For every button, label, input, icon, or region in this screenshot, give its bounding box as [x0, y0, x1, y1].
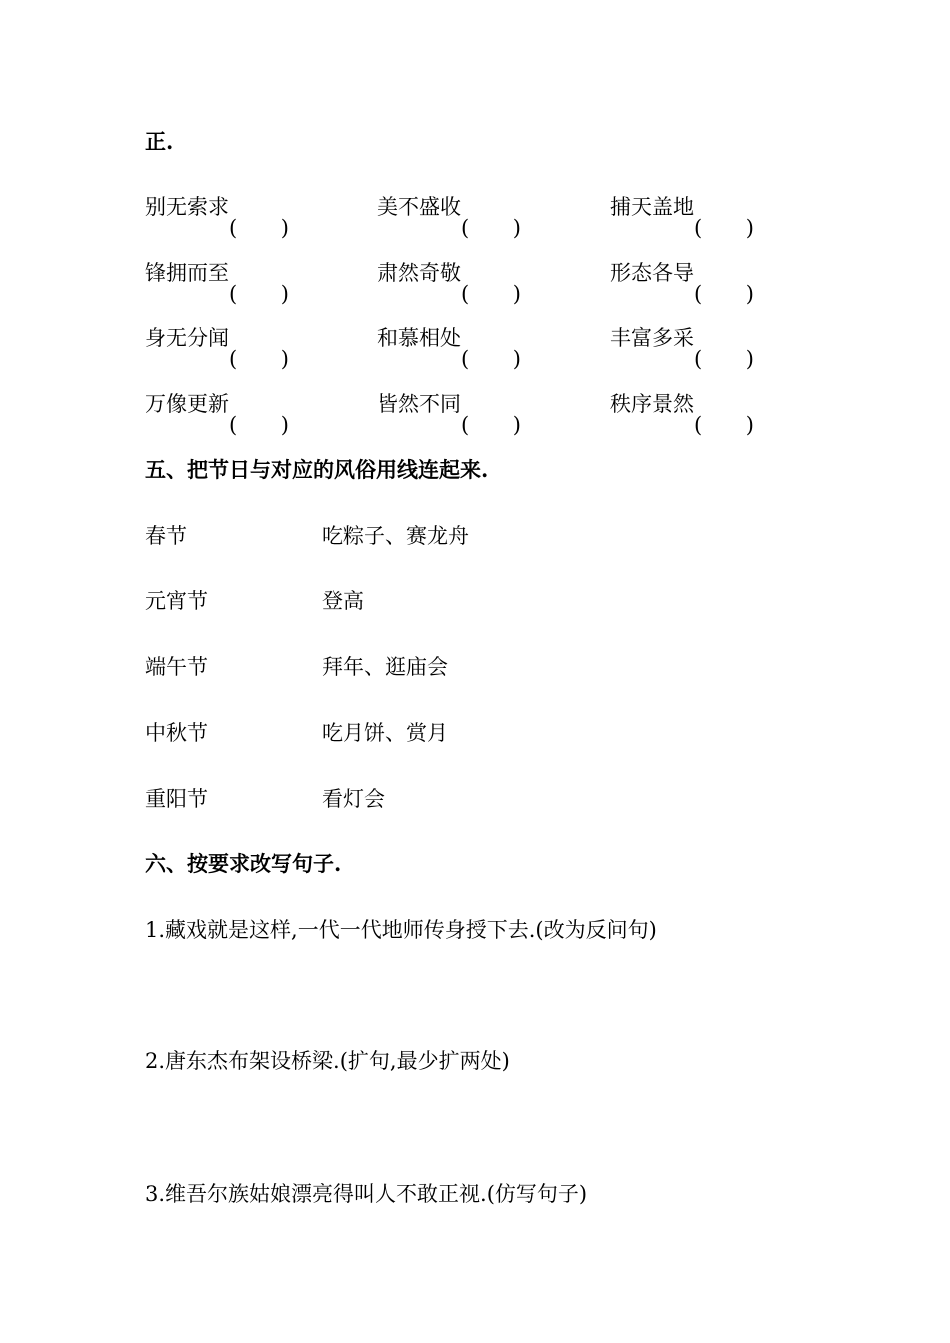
idiom-text: 秩序景然 [610, 392, 694, 416]
idiom-text: 肃然奇敬 [377, 261, 461, 285]
continuation-heading: 正. [145, 129, 174, 154]
rewrite-question-3: 3.维吾尔族姑娘漂亮得叫人不敢正视.(仿写句子) [145, 1182, 588, 1206]
idiom-text: 锋拥而至 [145, 261, 229, 285]
section6-heading: 六、按要求改写句子. [145, 851, 342, 876]
idiom-item: 皆然不同 ( ) [377, 392, 521, 437]
idiom-item: 丰富多采 ( ) [610, 326, 754, 371]
idiom-text: 美不盛收 [377, 195, 461, 219]
idiom-item: 身无分闻 ( ) [145, 326, 289, 371]
idiom-item: 捕天盖地 ( ) [610, 195, 754, 240]
idiom-text: 和慕相处 [377, 326, 461, 350]
idiom-text: 万像更新 [145, 392, 229, 416]
idiom-text: 皆然不同 [377, 392, 461, 416]
idiom-item: 万像更新 ( ) [145, 392, 289, 437]
custom-item[interactable]: 拜年、逛庙会 [322, 655, 448, 679]
festival-item[interactable]: 端午节 [145, 655, 208, 679]
festival-item[interactable]: 元宵节 [145, 589, 208, 613]
rewrite-question-1: 1.藏戏就是这样,一代一代地师传身授下去.(改为反问句) [145, 918, 657, 942]
festival-item[interactable]: 春节 [145, 524, 187, 548]
idiom-text: 丰富多采 [610, 326, 694, 350]
custom-item[interactable]: 看灯会 [322, 787, 385, 811]
rewrite-question-2: 2.唐东杰布架设桥梁.(扩句,最少扩两处) [145, 1049, 510, 1073]
festival-item[interactable]: 重阳节 [145, 787, 208, 811]
idiom-item: 形态各导 ( ) [610, 261, 754, 306]
idiom-item: 锋拥而至 ( ) [145, 261, 289, 306]
custom-item[interactable]: 吃月饼、赏月 [322, 721, 448, 745]
idiom-text: 形态各导 [610, 261, 694, 285]
idiom-text: 别无索求 [145, 195, 229, 219]
idiom-item: 美不盛收 ( ) [377, 195, 521, 240]
idiom-item: 和慕相处 ( ) [377, 326, 521, 371]
section5-heading: 五、把节日与对应的风俗用线连起来. [145, 457, 489, 482]
idiom-item: 别无索求 ( ) [145, 195, 289, 240]
custom-item[interactable]: 吃粽子、赛龙舟 [322, 524, 469, 548]
festival-item[interactable]: 中秋节 [145, 721, 208, 745]
idiom-text: 身无分闻 [145, 326, 229, 350]
custom-item[interactable]: 登高 [322, 589, 364, 613]
idiom-item: 秩序景然 ( ) [610, 392, 754, 437]
idiom-text: 捕天盖地 [610, 195, 694, 219]
idiom-item: 肃然奇敬 ( ) [377, 261, 521, 306]
